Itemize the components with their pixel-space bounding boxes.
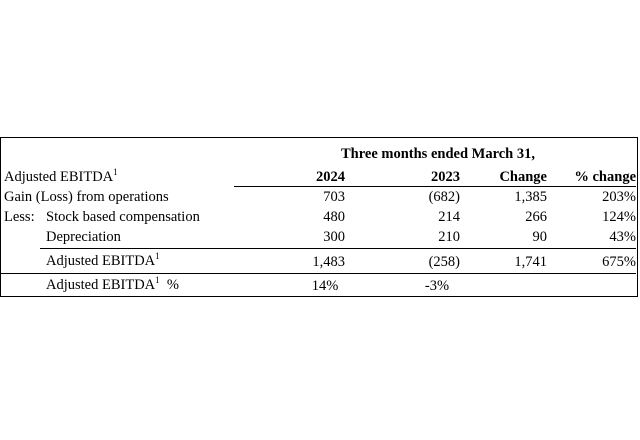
cell-adjpct-2023: -3%	[424, 278, 450, 294]
cell-adj-change: 1,741	[514, 254, 547, 270]
cell-dep-2024: 300	[323, 229, 345, 245]
cell-dep-2023: 210	[438, 229, 460, 245]
period-header: Three months ended March 31,	[340, 146, 535, 162]
section-label: Adjusted EBITDA$^1$	[4, 167, 118, 185]
cell-dep-pct: 43%	[609, 229, 636, 245]
header-underline	[234, 186, 636, 187]
col-header-2023: 2023	[431, 169, 460, 185]
cell-stock-2024: 480	[323, 209, 345, 225]
cell-adj-2024: 1,483	[312, 254, 345, 270]
row-label-stock-comp: Stock based compensation	[46, 209, 200, 225]
row-label-depreciation: Depreciation	[46, 229, 121, 245]
cell-adj-pct: 675%	[602, 254, 636, 270]
row-label-gain-loss: Gain (Loss) from operations	[4, 189, 169, 205]
col-header-pct-change: % change	[574, 169, 636, 185]
total-rule	[0, 273, 636, 274]
subtotal-rule	[40, 248, 636, 249]
cell-stock-pct: 124%	[602, 209, 636, 225]
cell-gain-pct: 203%	[602, 189, 636, 205]
cell-dep-change: 90	[532, 229, 547, 245]
row-label-adjusted-ebitda: Adjusted EBITDA$^1$	[46, 251, 160, 269]
cell-stock-2023: 214	[438, 209, 460, 225]
row-label-adjusted-ebitda-pct: Adjusted EBITDA$^1$ %	[46, 275, 179, 293]
row-prefix-less: Less:	[4, 209, 35, 225]
cell-adj-2023: (258)	[428, 254, 460, 270]
col-header-change: Change	[499, 169, 547, 185]
cell-stock-change: 266	[525, 209, 547, 225]
cell-gain-change: 1,385	[514, 189, 547, 205]
cell-gain-2023: (682)	[428, 189, 460, 205]
col-header-2024: 2024	[316, 169, 345, 185]
cell-gain-2024: 703	[323, 189, 345, 205]
cell-adjpct-2024: 14%	[311, 278, 339, 294]
